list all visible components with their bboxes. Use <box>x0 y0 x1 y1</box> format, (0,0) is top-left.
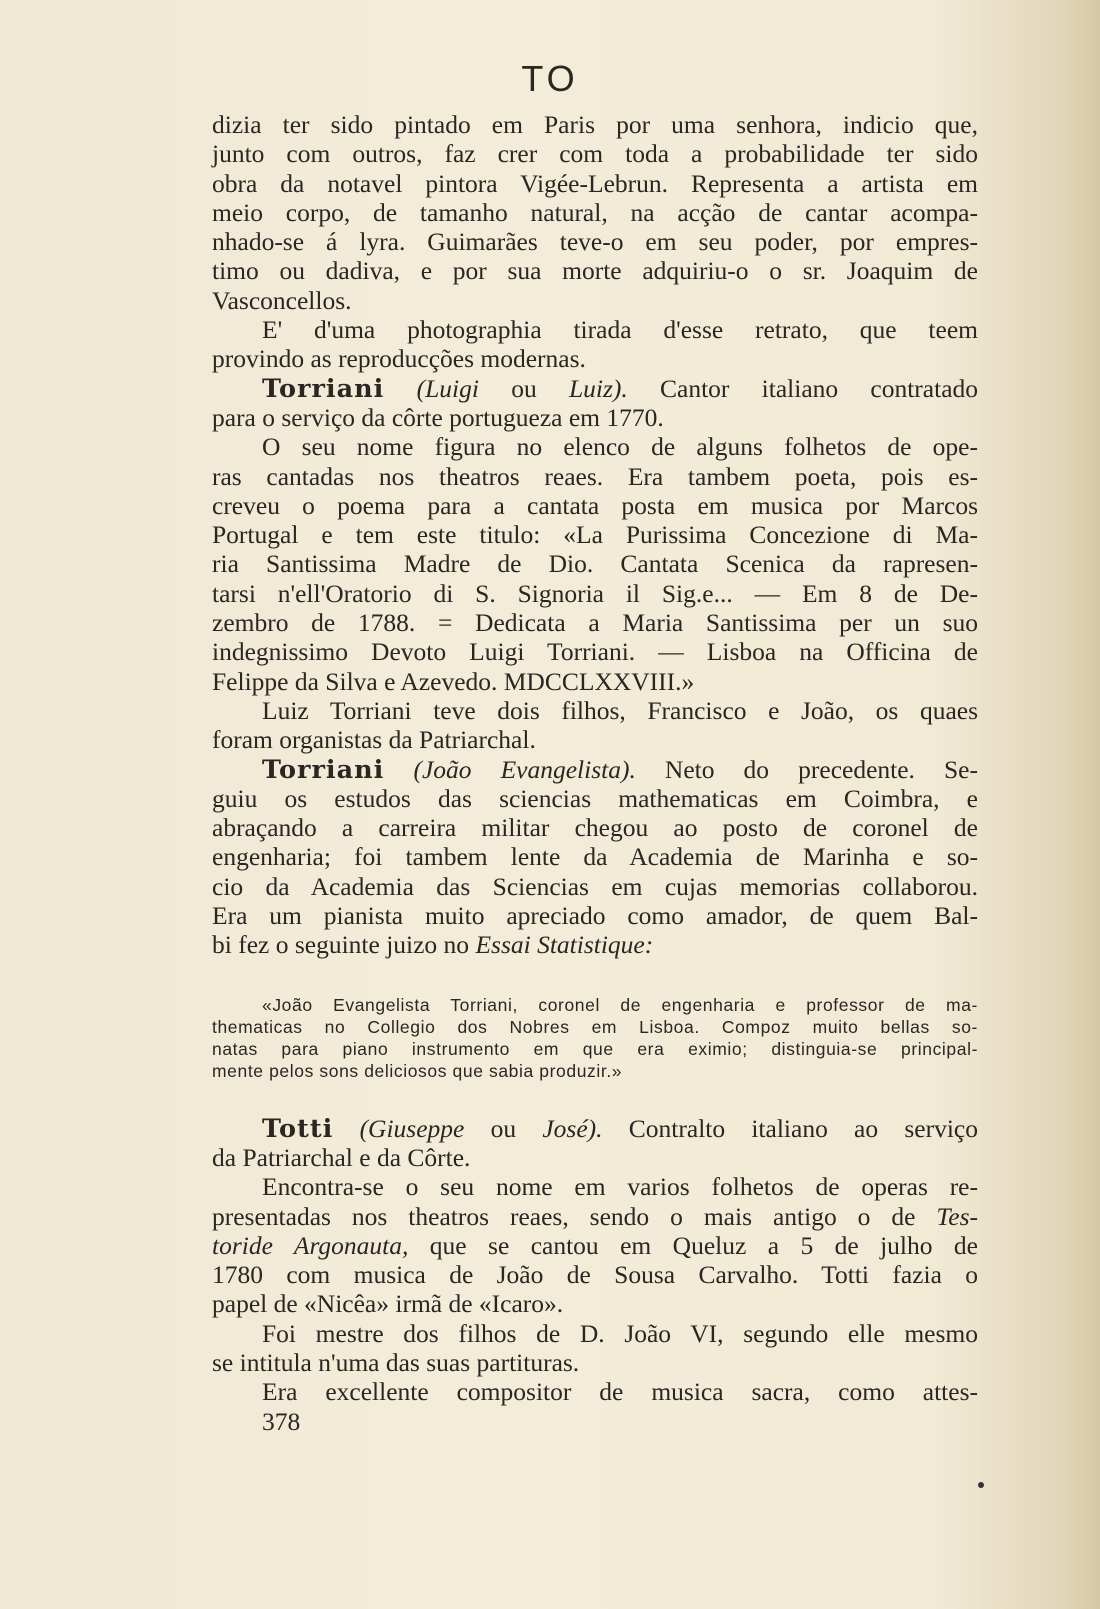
text-line: junto com outros, faz crer com toda a probabilidade ter sido <box>212 139 978 169</box>
body-text <box>212 110 978 1436</box>
entry-heading-line <box>212 755 978 784</box>
entry-given-name: (João Evangelista). <box>413 754 636 784</box>
text-line: timo ou dadiva, e por sua morte adquiriu-o o sr. Joaquim de <box>212 256 978 286</box>
entry-name: Torriani <box>262 754 385 785</box>
quote-line: thematicas no Collegio dos Nobres em Lisboa. Compoz muito bellas so- <box>212 1016 978 1037</box>
entry-description: Cantor italiano contratado <box>627 373 979 403</box>
text-line <box>212 1231 978 1260</box>
text-line: Encontra-se o seu nome em varios folhetos de operas re- <box>262 1172 978 1202</box>
opera-title: Tes- <box>936 1201 978 1231</box>
text-fragment: bi fez o seguinte juizo no <box>212 930 476 960</box>
text-line: O seu nome figura no elenco de alguns folhetos de ope- <box>262 432 978 462</box>
entry-name: Totti <box>262 1113 334 1144</box>
text-fragment: que se cantou em Queluz a 5 de julho de <box>408 1230 978 1260</box>
page-number: 378 <box>262 1406 301 1436</box>
text-line: guiu os estudos das sciencias mathematicas em Coimbra, e <box>212 783 978 813</box>
entry-description: Contralto italiano ao serviço <box>602 1113 979 1143</box>
book-title: Essai Statistique: <box>475 930 654 960</box>
text-line: tarsi n'ell'Oratorio di S. Signoria il Sig.e... — Em 8 de De- <box>212 578 978 608</box>
entry-given-name: (Giuseppe <box>359 1113 465 1143</box>
text-line: Felippe da Silva e Azevedo. MDCCLXXVIII.» <box>212 666 695 696</box>
text-line: foram organistas da Patriarchal. <box>212 725 536 755</box>
text-line: 1780 com musica de João de Sousa Carvalho. Totti fazia o <box>212 1260 978 1290</box>
entry-description: Neto do precedente. Se- <box>635 754 978 784</box>
text-line: papel de «Nicêa» irmã de «Icaro». <box>212 1289 564 1319</box>
text-line: Era excellente compositor de musica sacra, como attes- <box>262 1377 978 1407</box>
running-head: TO <box>521 58 579 99</box>
text-line: indegnissimo Devoto Luigi Torriani. — Lisboa na Officina de <box>212 637 978 667</box>
entry-alt-name: José). <box>542 1113 603 1143</box>
text-line: para o serviço da côrte portugueza em 1770. <box>212 402 664 432</box>
entry-or: ou <box>478 373 569 403</box>
text-line: provindo as reproducções modernas. <box>212 344 586 374</box>
quote-line: «João Evangelista Torriani, coronel de engenharia e professor de ma- <box>262 994 978 1015</box>
entry-given-name: (Luigi <box>416 373 479 403</box>
entry-or: ou <box>464 1113 543 1143</box>
block-quote <box>212 994 978 1082</box>
text-line: se intitula n'uma das suas partituras. <box>212 1347 580 1377</box>
text-line: ras cantadas nos theatros reaes. Era tambem poeta, pois es- <box>212 461 978 491</box>
text-line: Era um pianista muito apreciado como amador, de quem Bal- <box>212 901 978 931</box>
quote-line: natas para piano instrumento em que era eximio; distinguia-se principal- <box>212 1038 978 1059</box>
text-line: Luiz Torriani teve dois filhos, Francisco e João, os quaes <box>262 695 978 725</box>
text-line: E' d'uma photographia tirada d'esse retrato, que teem <box>262 315 978 345</box>
spacer <box>212 960 978 994</box>
text-line: dizia ter sido pintado em Paris por uma senhora, indicio que, <box>212 110 978 139</box>
quote-line: mente pelos sons deliciosos que sabia produzir.» <box>212 1060 623 1081</box>
text-line: engenharia; foi tambem lente da Academia de Marinha e so- <box>212 842 978 872</box>
text-line: ria Santissima Madre de Dio. Cantata Scenica da rapresen- <box>212 549 978 579</box>
text-line: creveu o poema para a cantata posta em musica por Marcos <box>212 490 978 520</box>
text-line: Portugal e tem este titulo: «La Purissima Concezione di Ma- <box>212 520 978 550</box>
text-line <box>212 930 978 959</box>
text-line: zembro de 1788. = Dedicata a Maria Santissima per un suo <box>212 608 978 638</box>
text-line: da Patriarchal e da Côrte. <box>212 1142 471 1172</box>
text-line: obra da notavel pintora Vigée-Lebrun. Representa a artista em <box>212 168 978 198</box>
text-line: meio corpo, de tamanho natural, na acção de cantar acompa- <box>212 197 978 227</box>
opera-title: toride Argonauta, <box>212 1230 409 1260</box>
text-line: Foi mestre dos filhos de D. João VI, segundo elle mesmo <box>262 1318 978 1348</box>
entry-heading-line <box>212 1114 978 1143</box>
text-line: Vasconcellos. <box>212 285 352 315</box>
spacer <box>212 1082 978 1114</box>
text-line: cio da Academia das Sciencias em cujas memorias collaborou. <box>212 871 978 901</box>
text-line <box>212 1202 978 1231</box>
entry-alt-name: Luiz). <box>568 373 628 403</box>
ink-spot <box>978 1482 984 1488</box>
text-fragment: presentadas nos theatros reaes, sendo o mais antigo o de <box>212 1201 937 1231</box>
text-line: nhado-se á lyra. Guimarães teve-o em seu poder, por empres- <box>212 227 978 257</box>
text-line: abraçando a carreira militar chegou ao posto de coronel de <box>212 813 978 843</box>
entry-name: Torriani <box>262 373 385 404</box>
entry-heading-line <box>212 374 978 403</box>
